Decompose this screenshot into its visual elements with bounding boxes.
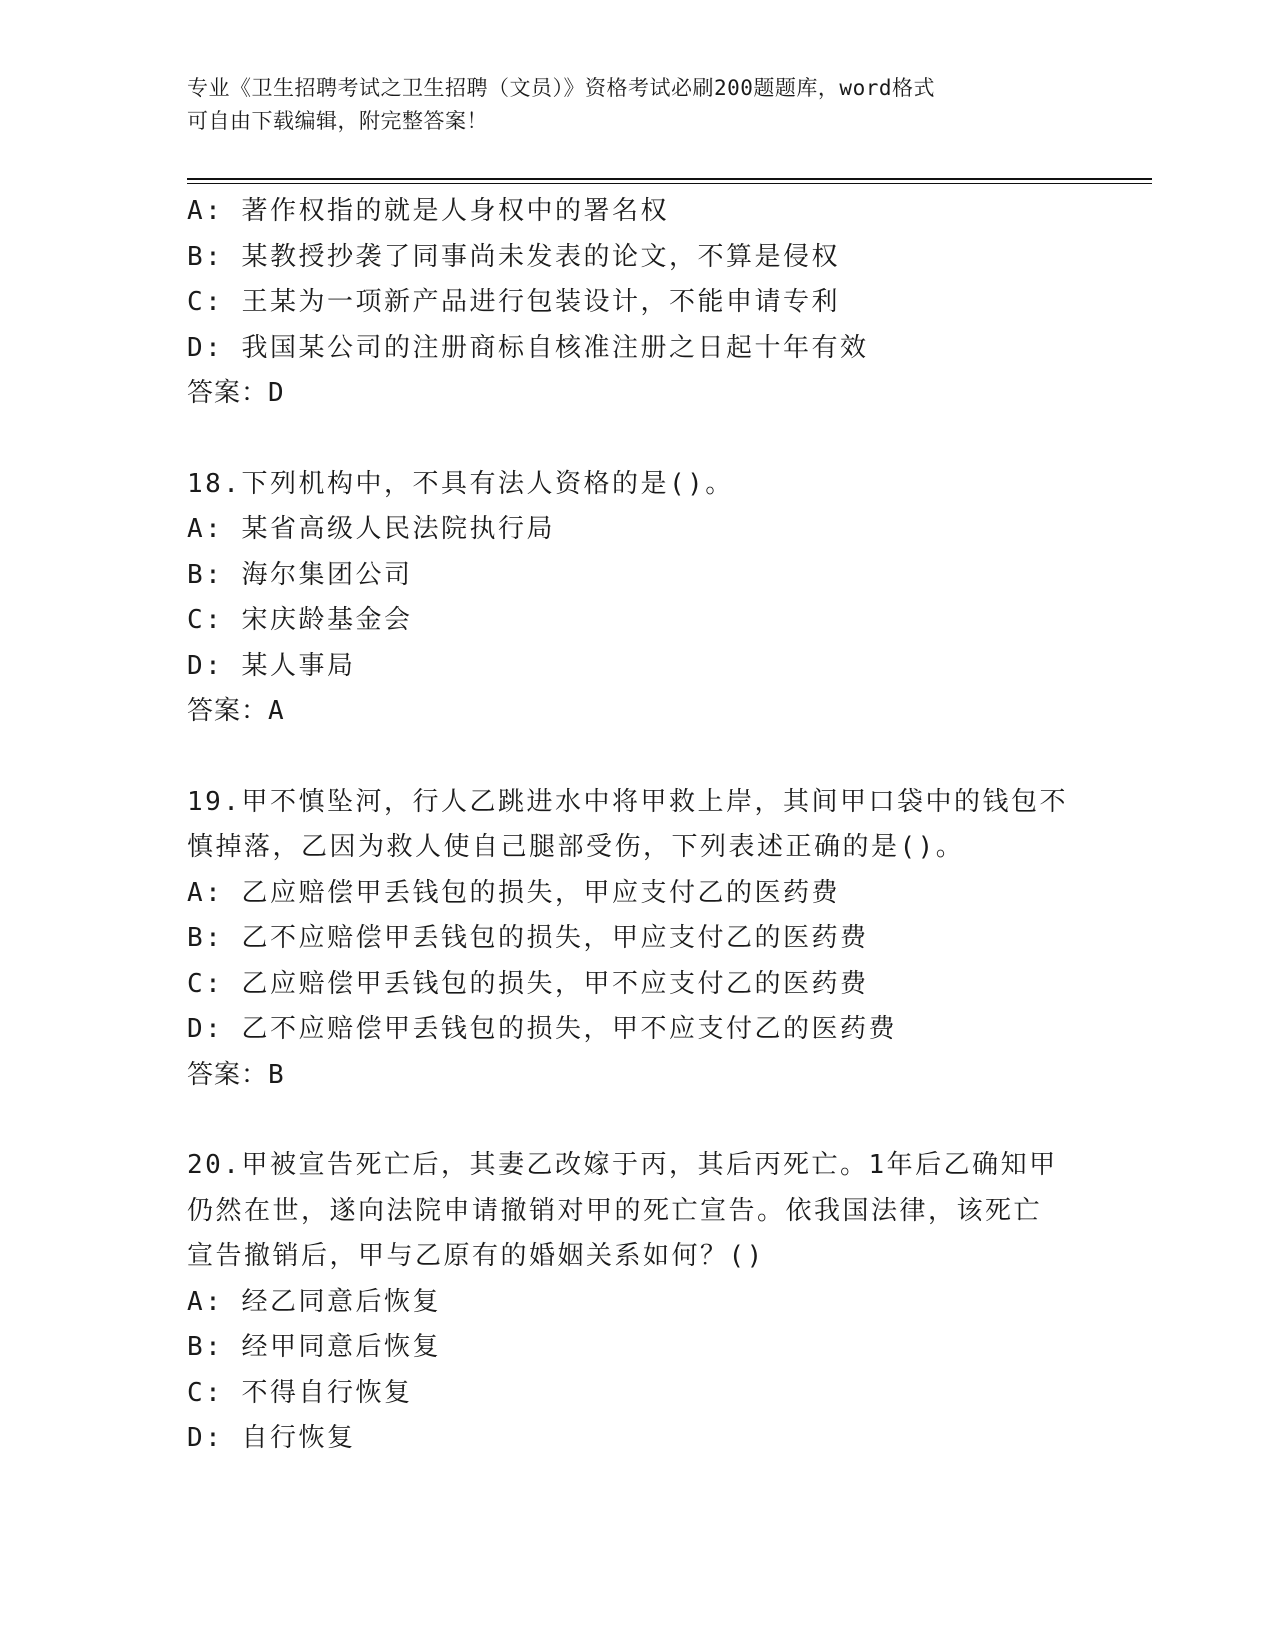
question-stem-line-3: 宣告撤销后，甲与乙原有的婚姻关系如何？() <box>187 1241 765 1271</box>
option-b: B: 乙不应赔偿甲丢钱包的损失，甲应支付乙的医药费 <box>187 923 869 953</box>
spacer <box>187 735 1087 780</box>
answer: 答案：A <box>187 696 285 726</box>
option-d: D: 某人事局 <box>187 650 356 681</box>
document-header <box>187 72 1067 138</box>
option-c: C: 宋庆龄基金会 <box>187 605 413 635</box>
answer: 答案：B <box>187 1059 285 1090</box>
question-list <box>187 189 1087 1462</box>
spacer <box>187 417 1087 462</box>
header-divider-thin <box>187 183 1152 184</box>
question-stem-line-2: 仍然在世，遂向法院申请撤销对甲的死亡宣告。依我国法律，该死亡 <box>187 1195 1043 1226</box>
question-stem-line-2: 慎掉落，乙因为救人使自己腿部受伤，下列表述正确的是()。 <box>187 832 965 862</box>
question-19 <box>187 780 1087 1099</box>
option-d: D: 自行恢复 <box>187 1423 356 1453</box>
question-20 <box>187 1143 1087 1462</box>
spacer <box>187 1098 1087 1143</box>
option-c: C: 王某为一项新产品进行包装设计，不能申请专利 <box>187 287 840 317</box>
option-c: C: 乙应赔偿甲丢钱包的损失，甲不应支付乙的医药费 <box>187 968 869 999</box>
header-divider-thick <box>187 178 1152 180</box>
option-a: A: 经乙同意后恢复 <box>187 1286 441 1317</box>
option-a: A: 某省高级人民法院执行局 <box>187 514 555 544</box>
option-a: A: 乙应赔偿甲丢钱包的损失，甲应支付乙的医药费 <box>187 877 840 908</box>
option-b: B: 某教授抄袭了同事尚未发表的论文，不算是侵权 <box>187 241 840 272</box>
question-stem-line-1: 19.甲不慎坠河，行人乙跳进水中将甲救上岸，其间甲口袋中的钱包不 <box>187 786 1068 817</box>
option-d: D: 乙不应赔偿甲丢钱包的损失，甲不应支付乙的医药费 <box>187 1014 897 1044</box>
question-stem-line-1: 20.甲被宣告死亡后，其妻乙改嫁于丙，其后丙死亡。1年后乙确知甲 <box>187 1150 1058 1180</box>
question-17 <box>187 189 1087 417</box>
option-b: B: 经甲同意后恢复 <box>187 1332 441 1362</box>
question-stem: 18.下列机构中，不具有法人资格的是()。 <box>187 468 734 499</box>
header-line-2: 可自由下载编辑，附完整答案！ <box>187 109 488 133</box>
answer: 答案：D <box>187 378 285 408</box>
option-c: C: 不得自行恢复 <box>187 1377 413 1408</box>
option-b: B: 海尔集团公司 <box>187 559 413 590</box>
option-d: D: 我国某公司的注册商标自核准注册之日起十年有效 <box>187 332 869 363</box>
question-18 <box>187 462 1087 735</box>
header-line-1: 专业《卫生招聘考试之卫生招聘（文员）》资格考试必刷200题题库，word格式 <box>187 76 935 100</box>
option-a: A: 著作权指的就是人身权中的署名权 <box>187 196 669 226</box>
